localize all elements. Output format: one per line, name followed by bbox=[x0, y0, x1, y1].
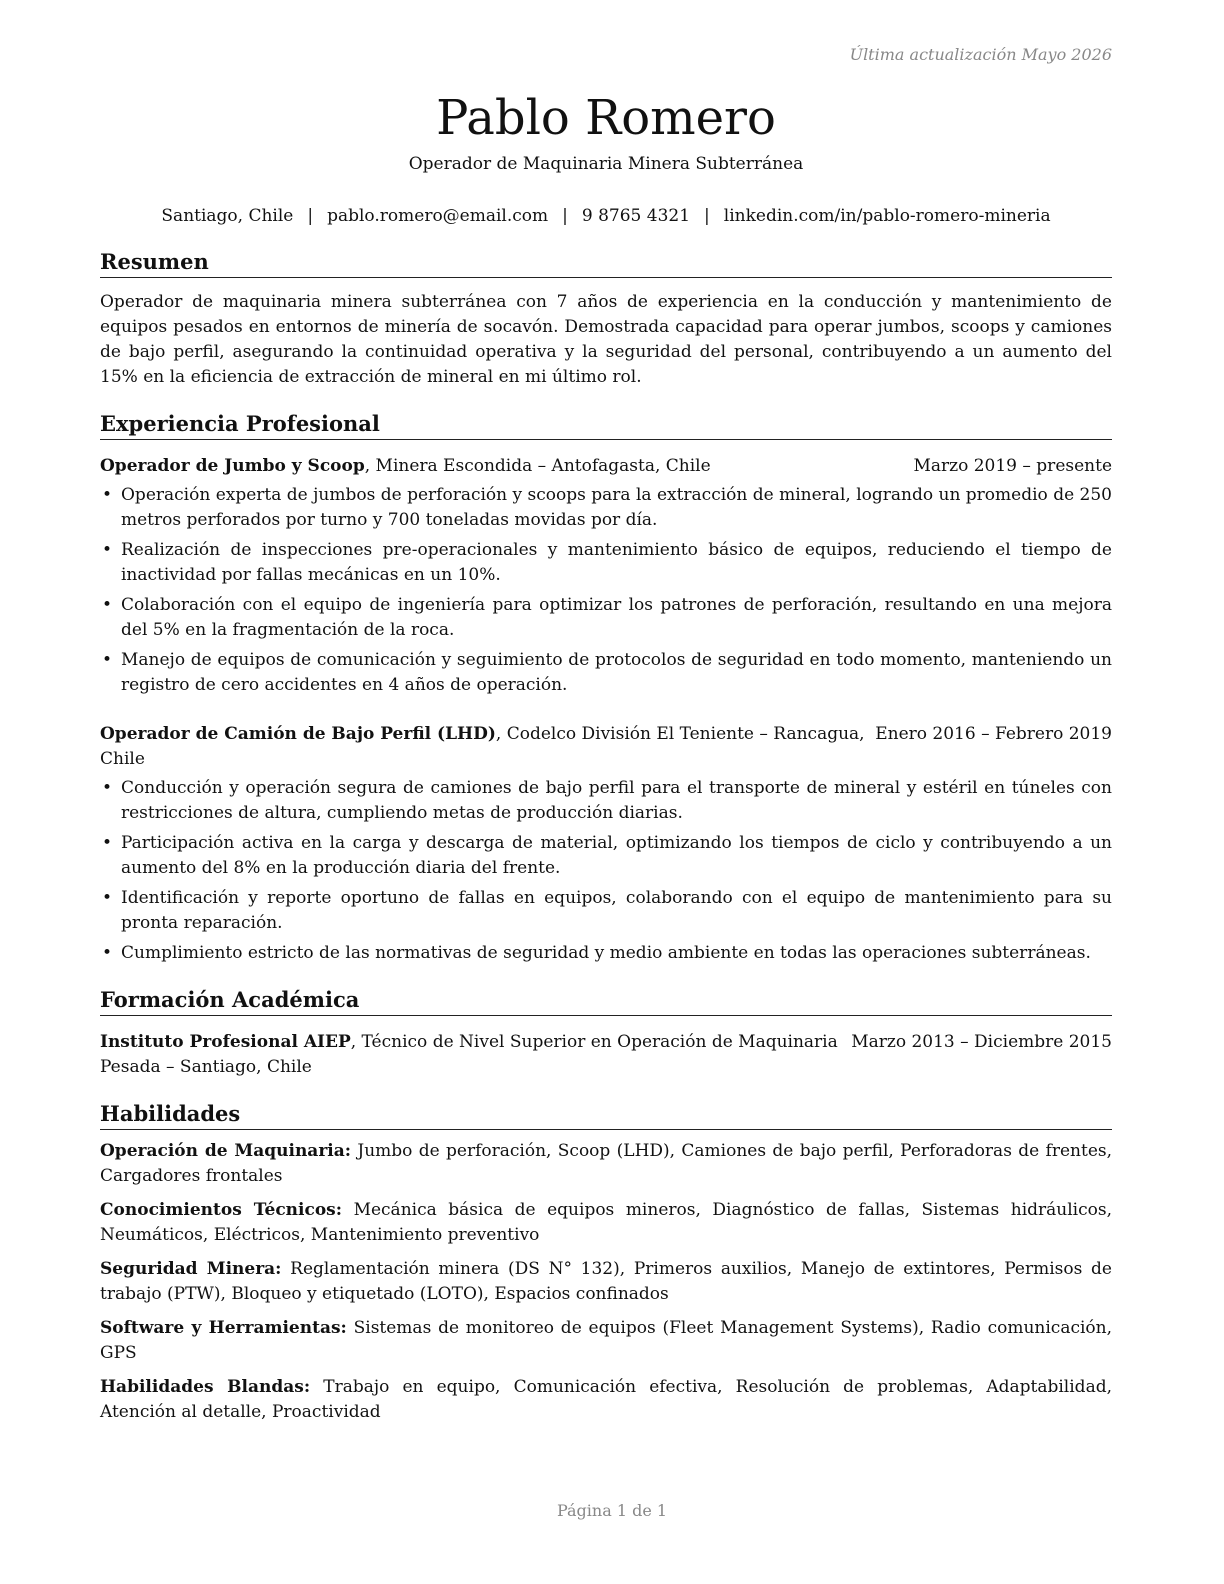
bullet-item: • Participación activa en la carga y descarga de material, optimizando los tiempos de ciclo y contribuyendo a un aumento del 8% en la producción diaria del frente. bbox=[100, 831, 1112, 881]
education-dates: Marzo 2013 – Diciembre 2015 bbox=[851, 1032, 1112, 1052]
skill-text: Jumbo de perforación, Scoop (LHD), Camiones de bajo perfil, Perforadoras de frentes, Cargadores frontales bbox=[100, 1141, 1113, 1186]
contact-email[interactable]: pablo.romero@email.com bbox=[327, 206, 549, 226]
skill-label: Software y Herramientas: bbox=[100, 1318, 347, 1338]
job-company: , Minera Escondida – Antofagasta, Chile bbox=[364, 456, 711, 476]
skill-text: Reglamentación minera (DS N° 132), Primeros auxilios, Manejo de extintores, Permisos de trabajo (PTW), Bloqueo y etiquetado (LOTO), Espacios confinados bbox=[100, 1259, 1112, 1304]
skill-label: Habilidades Blandas: bbox=[100, 1377, 311, 1397]
education-entry bbox=[100, 1030, 1112, 1080]
job-bullets bbox=[100, 483, 1112, 698]
job-bullets bbox=[100, 776, 1112, 966]
skill-label: Conocimientos Técnicos: bbox=[100, 1200, 343, 1220]
contact-separator: | bbox=[704, 206, 710, 226]
bullet-item: • Conducción y operación segura de camiones de bajo perfil para el transporte de mineral y estéril en túneles con restricciones de altura, cumpliendo metas de producción diarias. bbox=[100, 776, 1112, 826]
job-dates: Marzo 2019 – presente bbox=[913, 456, 1112, 476]
education-institution: Instituto Profesional AIEP bbox=[100, 1032, 351, 1052]
skill-text: Sistemas de monitoreo de equipos (Fleet Management Systems), Radio comunicación, GPS bbox=[100, 1318, 1113, 1363]
bullet-item: • Identificación y reporte oportuno de fallas en equipos, colaborando con el equipo de mantenimiento para su pronta reparación. bbox=[100, 886, 1112, 936]
bullet-item: • Colaboración con el equipo de ingeniería para optimizar los patrones de perforación, resultando en una mejora del 5% en la fragmentación de la roca. bbox=[100, 593, 1112, 643]
skill-item bbox=[100, 1139, 1112, 1189]
skill-item bbox=[100, 1198, 1112, 1248]
bullet-item: • Realización de inspecciones pre-operacionales y mantenimiento básico de equipos, reduciendo el tiempo de inactividad por fallas mecánicas en un 10%. bbox=[100, 538, 1112, 588]
section-skills-heading: Habilidades bbox=[100, 1100, 1112, 1130]
skill-item bbox=[100, 1316, 1112, 1366]
job-company: , Codelco División El Teniente – Rancagua, Chile bbox=[100, 724, 865, 769]
bullet-item: • Cumplimiento estricto de las normativas de seguridad y medio ambiente en todas las operaciones subterráneas. bbox=[100, 941, 1112, 966]
section-summary-heading: Resumen bbox=[100, 248, 1112, 278]
bullet-item: • Manejo de equipos de comunicación y seguimiento de protocolos de seguridad en todo momento, manteniendo un registro de cero accidentes en 4 años de operación. bbox=[100, 648, 1112, 698]
job-header bbox=[100, 722, 1112, 772]
contact-separator: | bbox=[562, 206, 568, 226]
skill-text: Trabajo en equipo, Comunicación efectiva, Resolución de problemas, Adaptabilidad, Atención al detalle, Proactividad bbox=[100, 1377, 1112, 1422]
skill-text: Mecánica básica de equipos mineros, Diagnóstico de fallas, Sistemas hidráulicos, Neumáticos, Eléctricos, Mantenimiento preventivo bbox=[100, 1200, 1112, 1245]
section-experience-heading: Experiencia Profesional bbox=[100, 410, 1112, 440]
education-detail: , Técnico de Nivel Superior en Operación de Maquinaria Pesada – Santiago, Chile bbox=[100, 1032, 838, 1077]
last-updated: Última actualización Mayo 2026 bbox=[849, 45, 1112, 64]
contact-separator: | bbox=[307, 206, 314, 226]
skill-item bbox=[100, 1375, 1112, 1425]
contact-phone: 9 8765 4321 bbox=[581, 206, 691, 226]
candidate-name: Pablo Romero bbox=[436, 90, 776, 146]
contact-line bbox=[100, 204, 1112, 228]
job-role: Operador de Camión de Bajo Perfil (LHD) bbox=[100, 724, 496, 744]
job-header bbox=[100, 454, 1112, 479]
job-entry bbox=[100, 454, 1112, 698]
page-number: Página 1 de 1 bbox=[556, 1501, 668, 1520]
candidate-title: Operador de Maquinaria Minera Subterránea bbox=[408, 154, 804, 174]
contact-linkedin[interactable]: linkedin.com/in/pablo-romero-mineria bbox=[723, 206, 1051, 226]
section-education-heading: Formación Académica bbox=[100, 986, 1112, 1016]
job-role: Operador de Jumbo y Scoop bbox=[100, 456, 365, 476]
job-dates: Enero 2016 – Febrero 2019 bbox=[875, 724, 1112, 744]
skill-label: Seguridad Minera: bbox=[100, 1259, 282, 1279]
bullet-item: • Operación experta de jumbos de perforación y scoops para la extracción de mineral, logrando un promedio de 250 metros perforados por turno y 700 toneladas movidas por día. bbox=[100, 483, 1112, 533]
job-entry bbox=[100, 722, 1112, 966]
resume-page bbox=[100, 0, 1112, 1425]
skill-label: Operación de Maquinaria: bbox=[100, 1141, 352, 1161]
skill-item bbox=[100, 1257, 1112, 1307]
summary-text: Operador de maquinaria minera subterránea con 7 años de experiencia en la conducción y mantenimiento de equipos pesados en entornos de minería de socavón. Demostrada capacidad para operar jumbos, scoops y camiones de bajo perfil, asegurando la continuidad operativa y la seguridad del personal, contribuyendo a un aumento del 15% en la eficiencia de extracción de mineral en mi último rol. bbox=[100, 292, 1112, 387]
contact-location: Santiago, Chile bbox=[161, 206, 294, 226]
